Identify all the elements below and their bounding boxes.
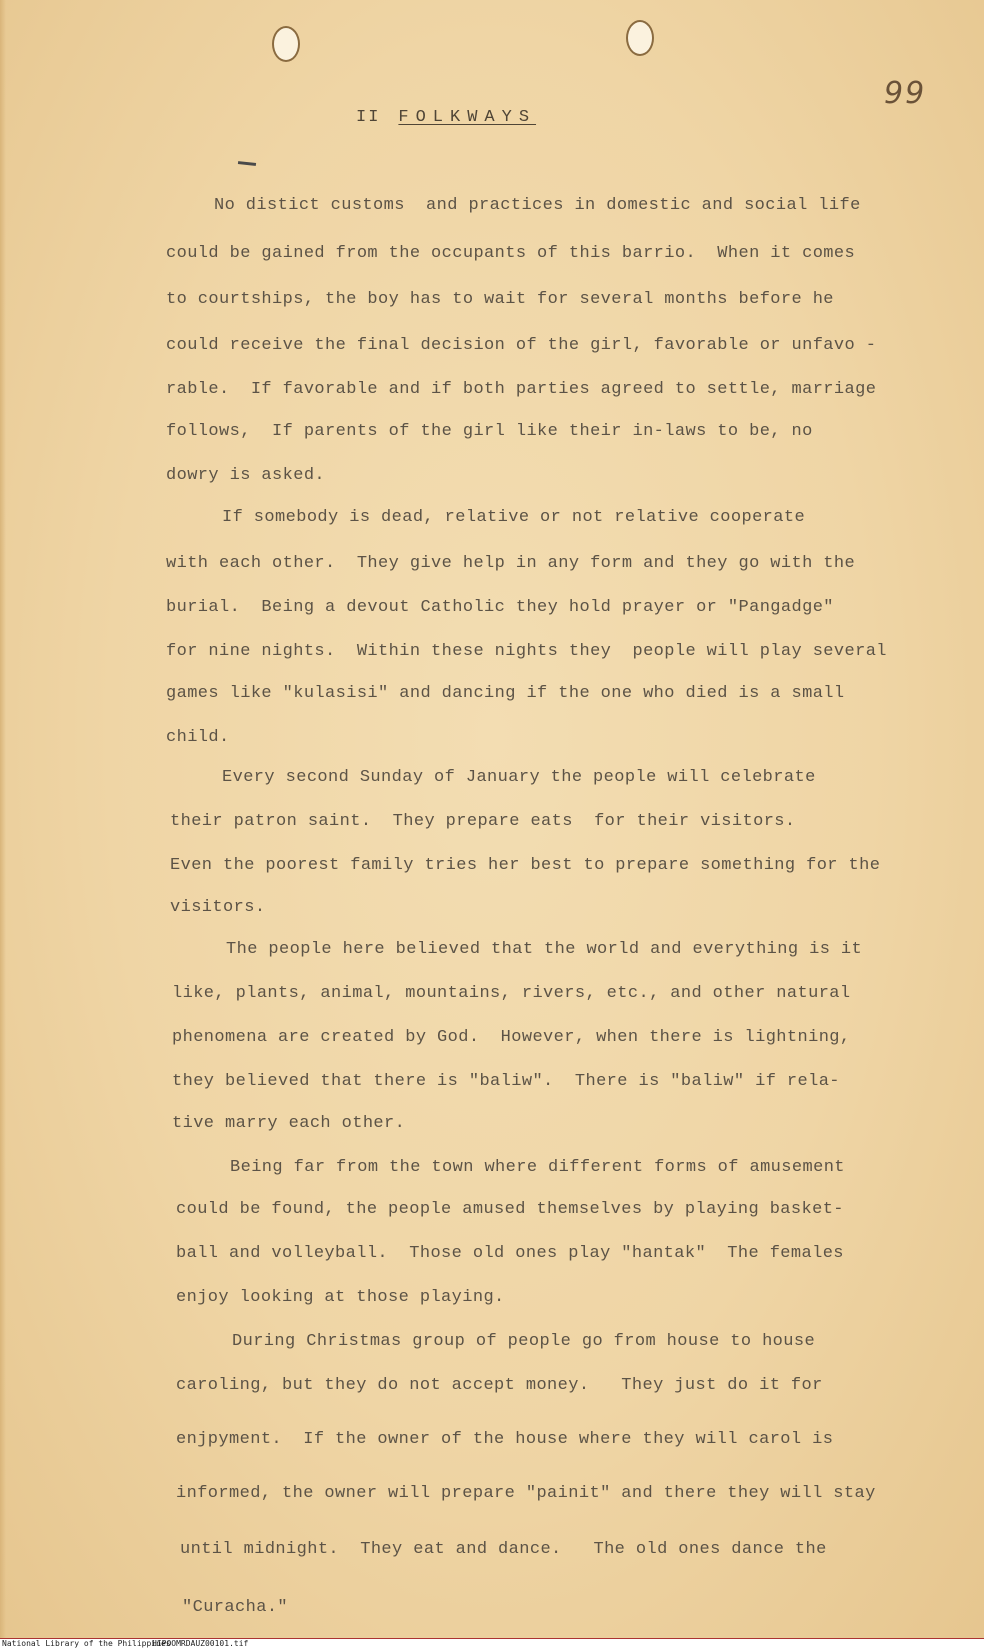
text-line: Being far from the town where different forms of amusement	[230, 1158, 845, 1177]
text-line: could receive the final decision of the girl, favorable or unfavo -	[166, 336, 877, 355]
text-line: with each other. They give help in any form and they go with the	[166, 554, 856, 573]
text-line: their patron saint. They prepare eats for their visitors.	[170, 812, 796, 831]
heading-title: FOLKWAYS	[398, 108, 537, 127]
text-line: phenomena are created by God. However, when there is lightning,	[172, 1028, 851, 1047]
text-line: informed, the owner will prepare "painit" and there they will stay	[176, 1484, 876, 1503]
text-line: During Christmas group of people go from house to house	[232, 1332, 816, 1351]
text-line: child.	[166, 728, 230, 747]
text-line: caroling, but they do not accept money. They just do it for	[176, 1376, 823, 1395]
text-line: enjpyment. If the owner of the house where they will carol is	[176, 1430, 834, 1449]
punch-hole-right	[626, 20, 654, 56]
text-line: games like "kulasisi" and dancing if the one who died is a small	[166, 684, 845, 703]
text-line: they believed that there is "baliw". There is "baliw" if rela-	[172, 1072, 840, 1091]
text-line: to courtships, the boy has to wait for several months before he	[166, 290, 834, 309]
text-line: If somebody is dead, relative or not relative cooperate	[222, 508, 806, 527]
text-line: "Curacha."	[182, 1598, 289, 1617]
text-line: tive marry each other.	[172, 1114, 406, 1133]
text-line: visitors.	[170, 898, 266, 917]
text-line: No distict customs and practices in domestic and social life	[214, 196, 861, 215]
text-line: follows, If parents of the girl like their in-laws to be, no	[166, 422, 813, 441]
footer-filename: HIPOOMRDAUZ00101.tif	[152, 1639, 249, 1648]
text-line: rable. If favorable and if both parties agreed to settle, marriage	[166, 380, 877, 399]
text-line: The people here believed that the world and everything is it	[226, 940, 863, 959]
text-line: Every second Sunday of January the people will celebrate	[222, 768, 816, 787]
text-line: could be gained from the occupants of this barrio. When it comes	[166, 244, 856, 263]
text-line: for nine nights. Within these nights they people will play several	[166, 642, 887, 661]
heading-roman-numeral: II	[356, 108, 381, 127]
text-line: could be found, the people amused themselves by playing basket-	[176, 1200, 844, 1219]
text-line: until midnight. They eat and dance. The old ones dance the	[180, 1540, 827, 1559]
punch-hole-left	[272, 26, 300, 62]
text-line: like, plants, animal, mountains, rivers, etc., and other natural	[172, 984, 851, 1003]
text-line: dowry is asked.	[166, 466, 326, 485]
section-heading	[356, 108, 536, 127]
text-line: enjoy looking at those playing.	[176, 1288, 505, 1307]
text-line: burial. Being a devout Catholic they hold prayer or "Pangadge"	[166, 598, 834, 617]
page-edge-shadow	[0, 0, 6, 1638]
text-line: Even the poorest family tries her best to prepare something for the	[170, 856, 881, 875]
scan-footer	[0, 1638, 984, 1650]
ink-mark	[238, 161, 256, 166]
page-number: 99	[884, 76, 927, 111]
footer-source: National Library of the Philippines	[2, 1639, 171, 1648]
text-line: ball and volleyball. Those old ones play "hantak" The females	[176, 1244, 844, 1263]
